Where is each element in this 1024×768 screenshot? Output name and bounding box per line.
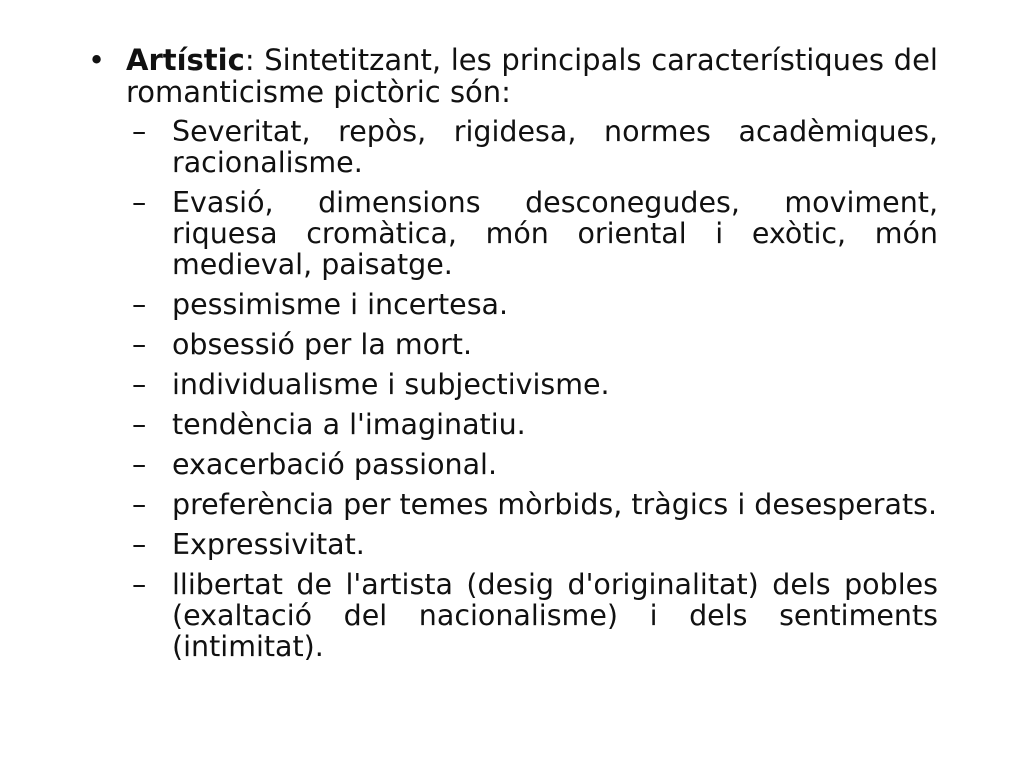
dash-icon: –	[132, 115, 147, 148]
sub-bullet-text: preferència per temes mòrbids, tràgics i desesperats.	[172, 488, 938, 521]
sub-bullet-item	[126, 529, 938, 560]
sub-bullet-item	[126, 289, 938, 320]
sub-bullet-item	[126, 329, 938, 360]
sub-bullet-item	[126, 187, 938, 280]
sub-bullet-item	[126, 116, 938, 178]
main-bullet-item	[88, 44, 938, 662]
sub-bullet-item	[126, 489, 938, 520]
dash-icon: –	[132, 186, 147, 219]
bullet-icon: •	[88, 43, 106, 77]
sub-bullet-text: individualisme i subjectivisme.	[172, 368, 610, 401]
bullet-list	[88, 44, 938, 662]
dash-icon: –	[132, 448, 147, 481]
sub-bullet-item	[126, 449, 938, 480]
main-bullet-text: : Sintetitzant, les principals característiques del romanticisme pictòric són:	[126, 43, 938, 109]
sub-bullet-text: exacerbació passional.	[172, 448, 498, 481]
sub-bullet-text: Evasió, dimensions desconegudes, moviment, riquesa cromàtica, món oriental i exòtic, món medieval, paisatge.	[172, 186, 938, 281]
dash-icon: –	[132, 408, 147, 441]
dash-icon: –	[132, 488, 147, 521]
term-heading: Artístic	[126, 43, 245, 77]
sub-bullet-text: llibertat de l'artista (desig d'originalitat) dels pobles (exaltació del nacionalisme) i dels sentiments (intimitat).	[172, 568, 938, 663]
dash-icon: –	[132, 568, 147, 601]
dash-icon: –	[132, 288, 147, 321]
sub-bullet-item	[126, 569, 938, 662]
dash-icon: –	[132, 528, 147, 561]
dash-icon: –	[132, 368, 147, 401]
sub-bullet-text: Severitat, repòs, rigidesa, normes acadèmiques, racionalisme.	[172, 115, 938, 179]
sub-bullet-item	[126, 369, 938, 400]
sub-bullet-item	[126, 409, 938, 440]
sub-bullet-text: pessimisme i incertesa.	[172, 288, 509, 321]
sub-bullet-text: tendència a l'imaginatiu.	[172, 408, 526, 441]
sub-bullet-text: obsessió per la mort.	[172, 328, 473, 361]
dash-icon: –	[132, 328, 147, 361]
sub-bullet-text: Expressivitat.	[172, 528, 365, 561]
sub-bullet-list	[126, 116, 938, 662]
